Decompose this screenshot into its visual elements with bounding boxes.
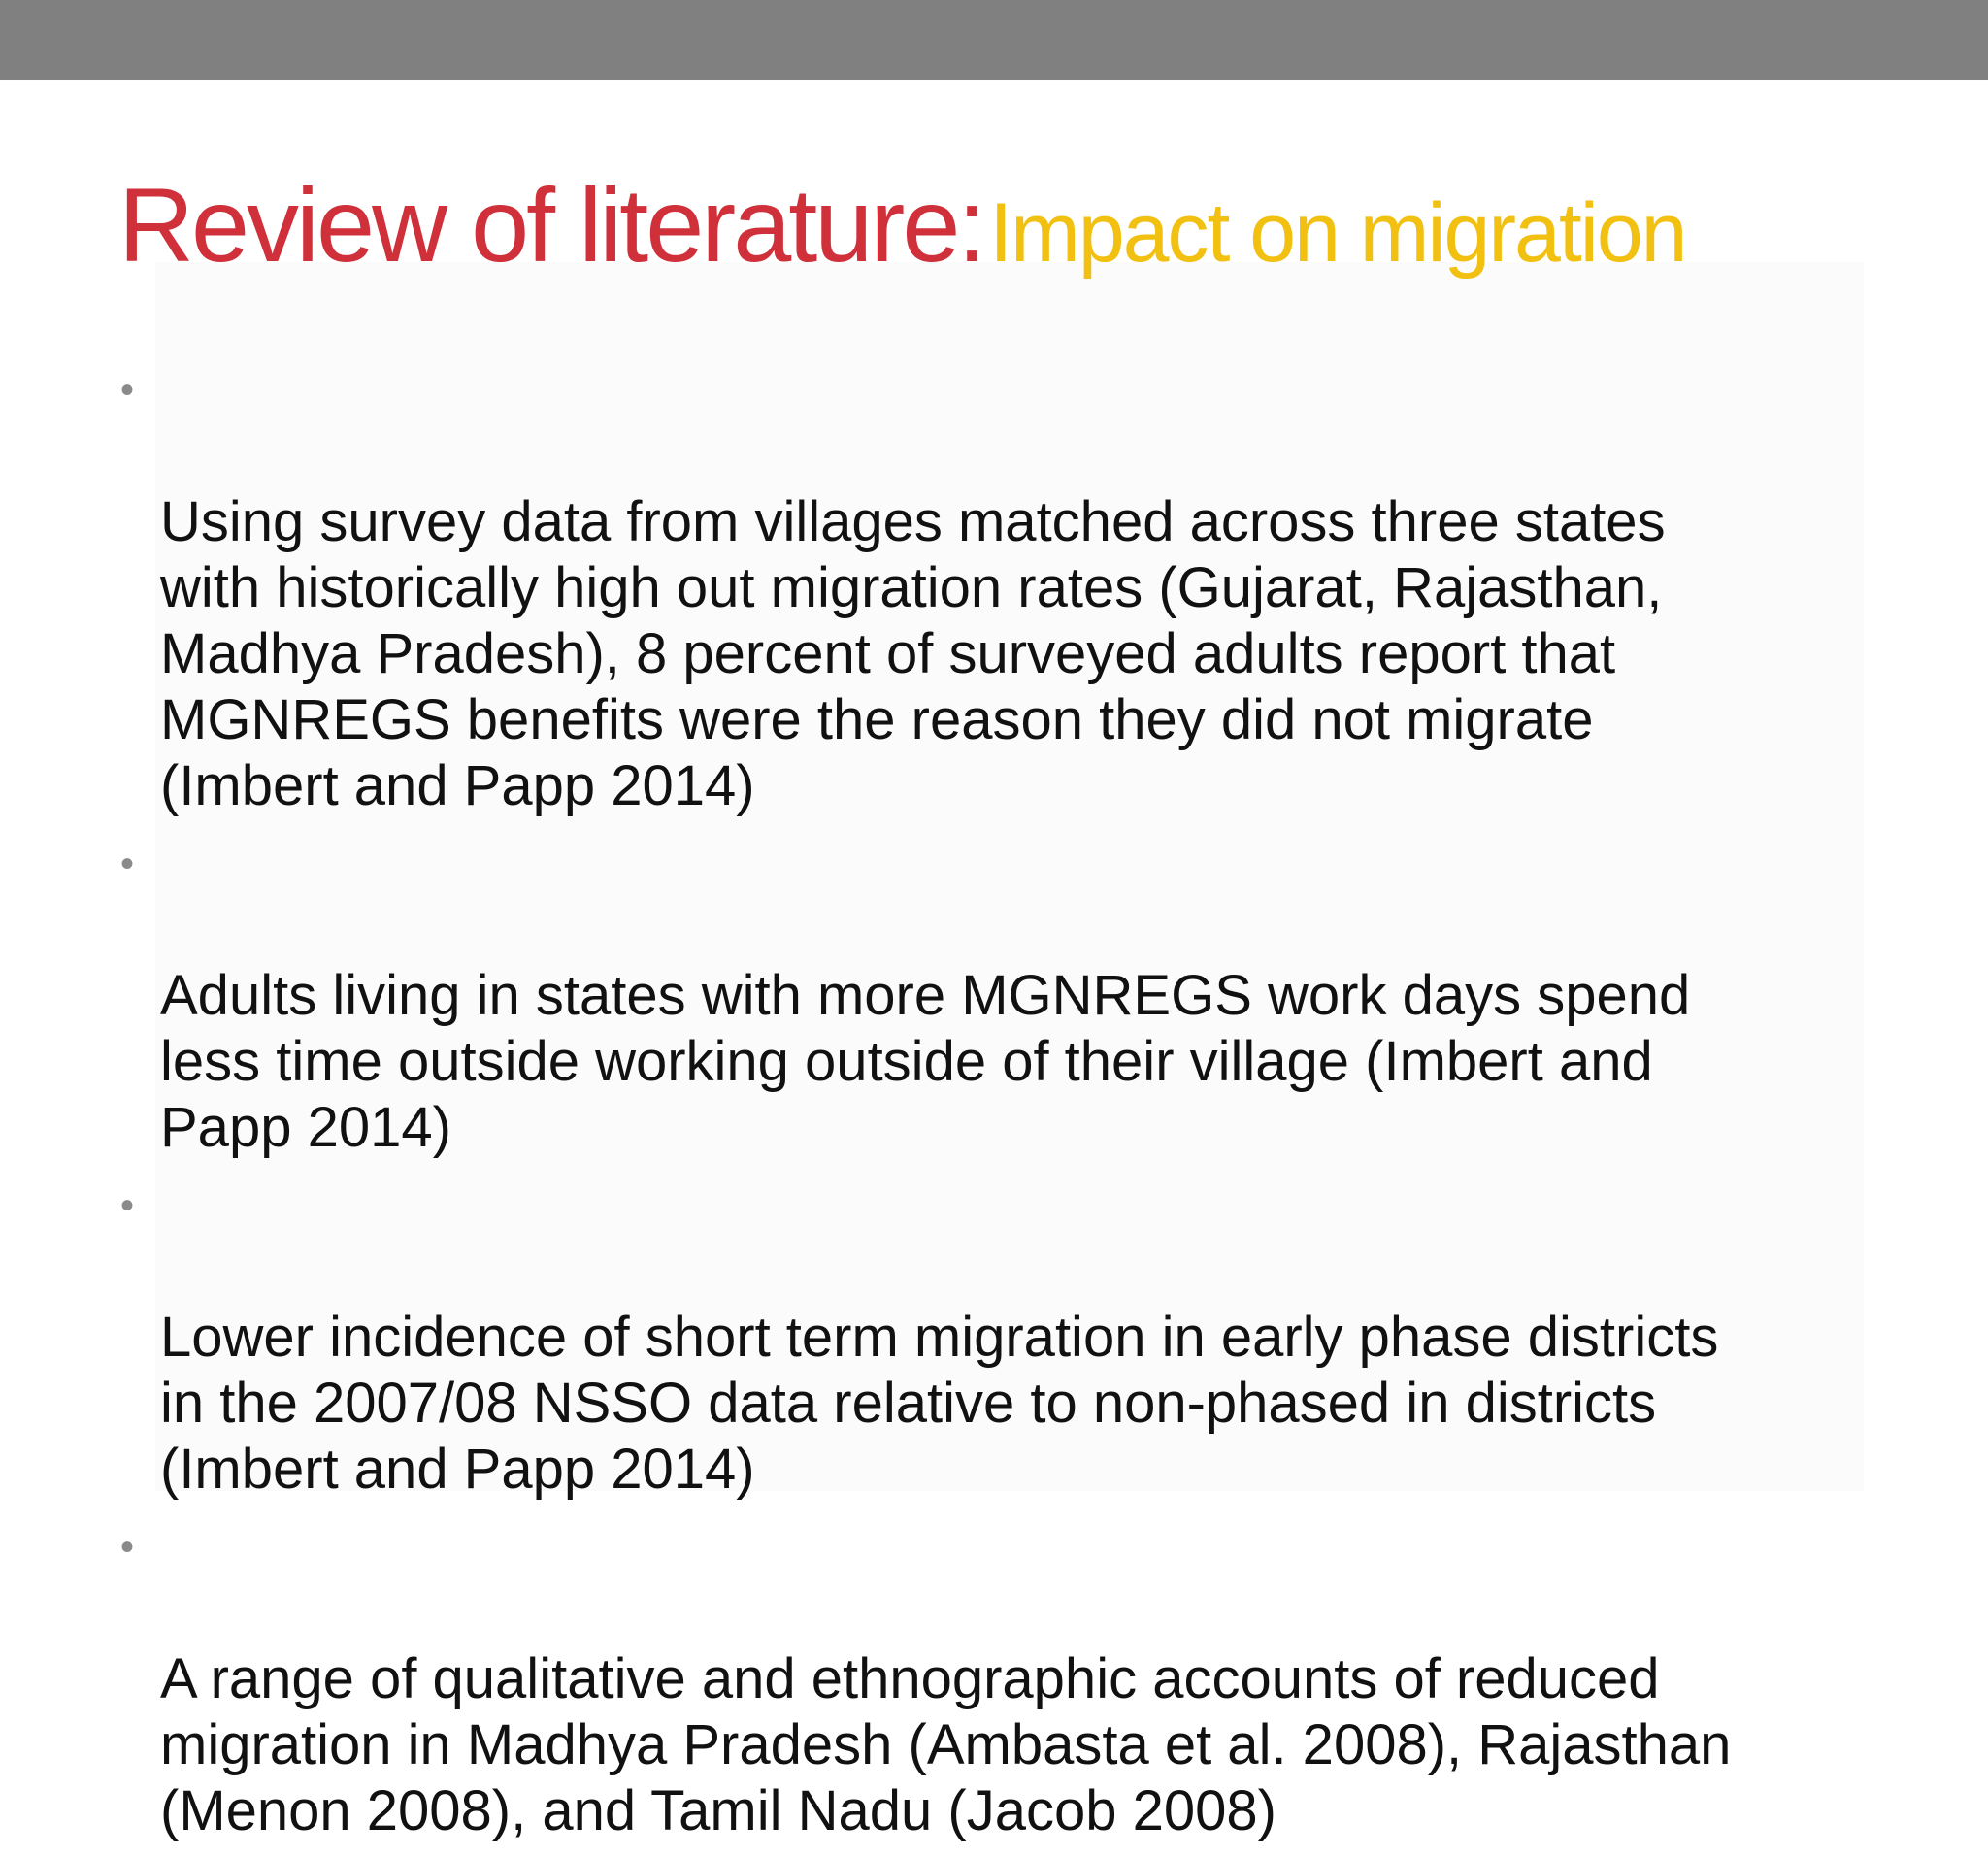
top-bar: [0, 0, 1988, 80]
title-subtitle: Impact on migration: [989, 186, 1686, 280]
bullet-text: Lower incidence of short term migration in early phase districts in the 2007/08 NSSO data relative to non-phased in districts (Imbert and Papp 2014): [160, 1306, 1719, 1501]
title-main: Review of literature:: [118, 166, 984, 283]
bullet-item: [118, 1514, 1943, 1844]
bullet-text: Adults living in states with more MGNREGS work days spend less time outside working outside of their village (Imbert and Papp 2014): [160, 964, 1691, 1159]
bullet-item: [118, 831, 1943, 1161]
bullet-text: Using survey data from villages matched across three states with historically high out migration rates (Gujarat, Rajasthan, Madhya Pradesh), 8 percent of surveyed adults report that MGNREGS benefits were the reason they did not migrate (Imbert and Papp 2014): [160, 490, 1666, 817]
bullet-icon: •: [120, 369, 135, 412]
bullet-list: [118, 357, 1943, 1856]
slide-title: [118, 166, 1686, 283]
bullet-text: A range of qualitative and ethnographic accounts of reduced migration in Madhya Pradesh (Ambasta et al. 2008), Rajasthan (Menon 2008), and Tamil Nadu (Jacob 2008): [160, 1647, 1732, 1842]
bullet-item: [118, 1173, 1943, 1503]
bullet-icon: •: [120, 1184, 135, 1227]
bullet-icon: •: [120, 843, 135, 885]
bullet-item: [118, 357, 1943, 819]
bullet-icon: •: [120, 1526, 135, 1569]
